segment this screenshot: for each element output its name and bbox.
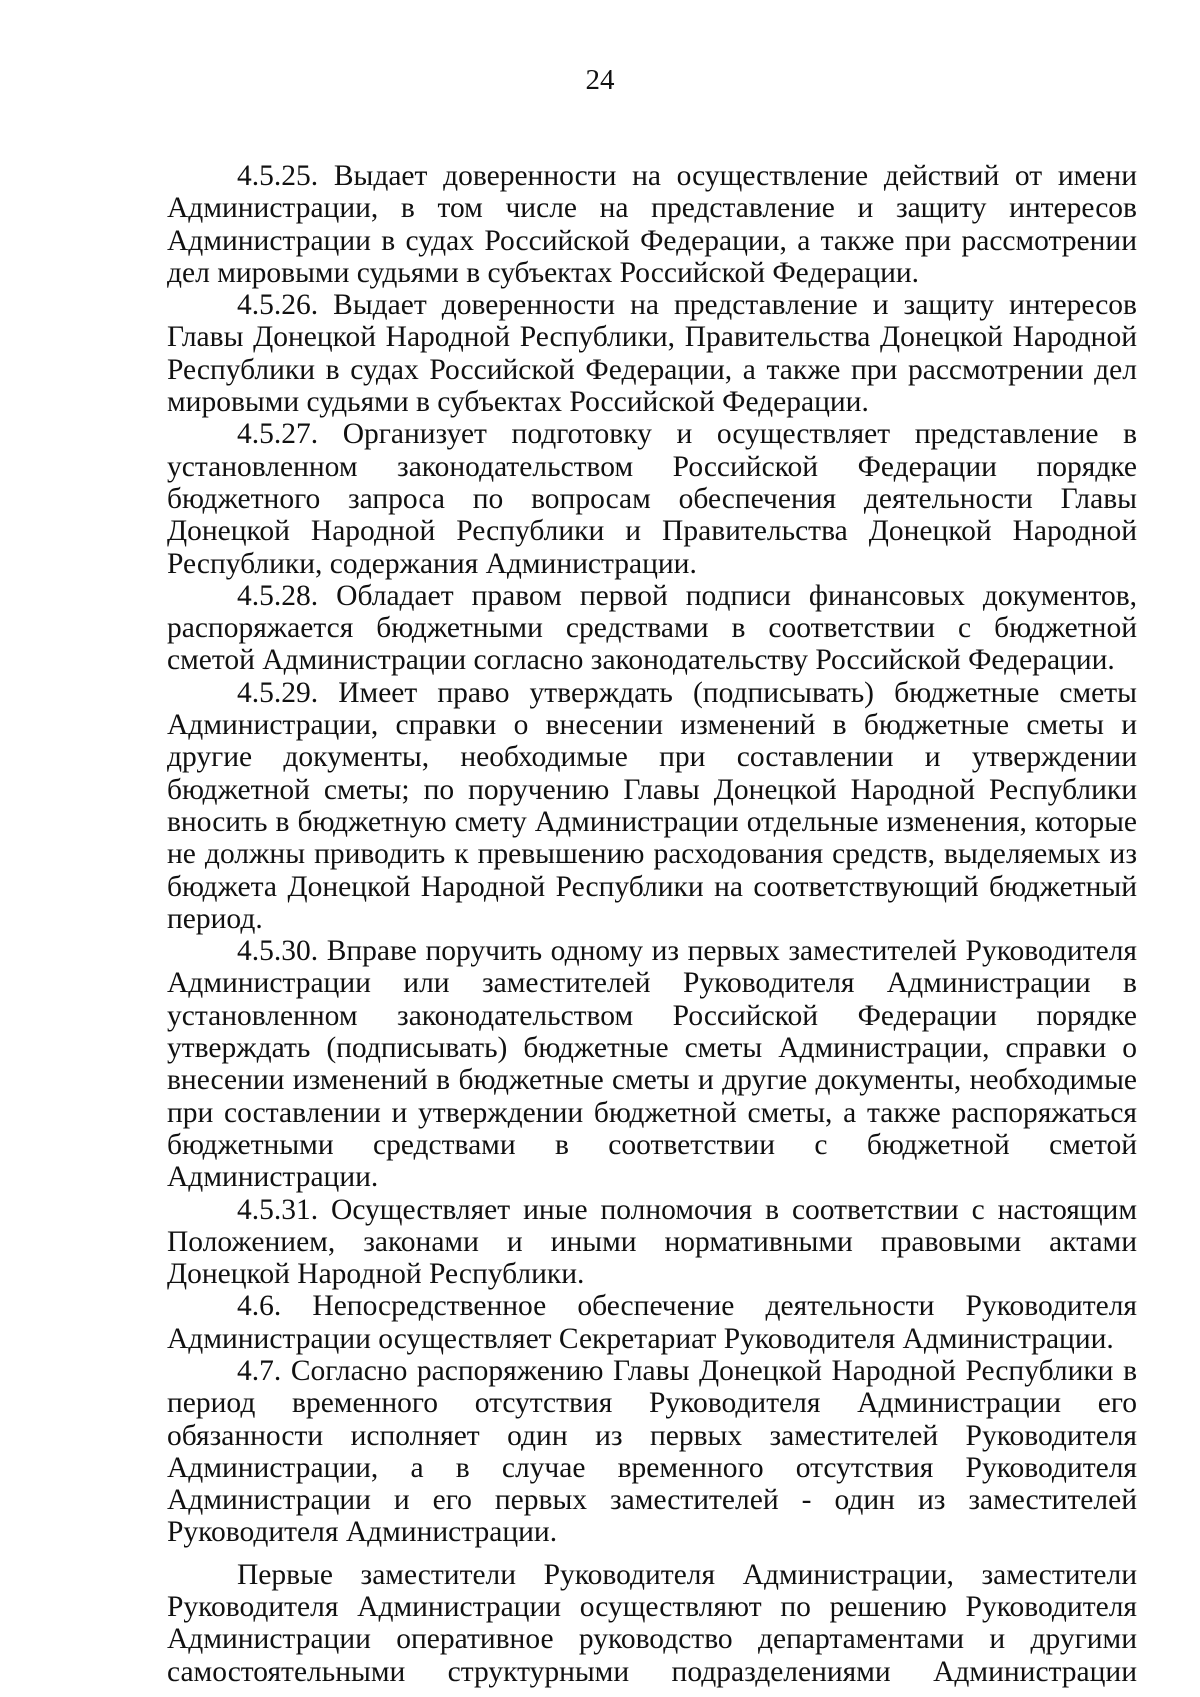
paragraph-4-5-30: 4.5.30. Вправе поручить одному из первых заместителей Руководителя Администрации или заместителей Руководителя Администрации в установленном законодательством Российской Федерации порядке утверждать (подписывать) бюджетные сметы Администрации, справки о внесении изменений в бюджетные сметы и другие документы, необходимые при составлении и утверждении бюджетной сметы, а также распоряжаться бюджетными средствами в соответствии с бюджетной сметой Администрации.	[167, 935, 1137, 1194]
paragraph-4-5-27: 4.5.27. Организует подготовку и осуществляет представление в установленном законодательством Российской Федерации порядке бюджетного запроса по вопросам обеспечения деятельности Главы Донецкой Народной Республики и Правительства Донецкой Народной Республики, содержания Администрации.	[167, 418, 1137, 580]
paragraph-4-5-25: 4.5.25. Выдает доверенности на осуществление действий от имени Администрации, в том числе на представление и защиту интересов Администрации в судах Российской Федерации, а также при рассмотрении дел мировыми судьями в субъектах Российской Федерации.	[167, 160, 1137, 289]
paragraph-4-5-29: 4.5.29. Имеет право утверждать (подписывать) бюджетные сметы Администрации, справки о внесении изменений в бюджетные сметы и другие документы, необходимые при составлении и утверждении бюджетной сметы; по поручению Главы Донецкой Народной Республики вносить в бюджетную смету Администрации отдельные изменения, которые не должны приводить к превышению расходования средств, выделяемых из бюджета Донецкой Народной Республики на соответствующий бюджетный период.	[167, 676, 1137, 935]
paragraph-4-5-31: 4.5.31. Осуществляет иные полномочия в соответствии с настоящим Положением, законами и иными нормативными правовыми актами Донецкой Народной Республики.	[167, 1193, 1137, 1291]
page-number: 24	[585, 64, 615, 96]
paragraph-first-deputies: Первые заместители Руководителя Администрации, заместители Руководителя Администрации осуществляют по решению Руководителя Администрации оперативное руководство департаментами и другими самостоятельными структурными подразделениями Администрации	[167, 1558, 1137, 1688]
paragraph-4-5-26: 4.5.26. Выдает доверенности на представление и защиту интересов Главы Донецкой Народной Республики, Правительства Донецкой Народной Республики в судах Российской Федерации, а также при рассмотрении дел мировыми судьями в субъектах Российской Федерации.	[167, 289, 1137, 419]
paragraph-4-6: 4.6. Непосредственное обеспечение деятельности Руководителя Администрации осуществляет Секретариат Руководителя Администрации.	[167, 1290, 1137, 1355]
paragraph-4-7: 4.7. Согласно распоряжению Главы Донецкой Народной Республики в период временного отсутствия Руководителя Администрации его обязанности исполняет один из первых заместителей Руководителя Администрации, а в случае временного отсутствия Руководителя Администрации и его первых заместителей - один из заместителей Руководителя Администрации.	[167, 1354, 1137, 1549]
document-body	[167, 160, 1137, 1688]
paragraph-4-5-28: 4.5.28. Обладает правом первой подписи финансовых документов, распоряжается бюджетными средствами в соответствии с бюджетной сметой Администрации согласно законодательству Российской Федерации.	[167, 579, 1137, 677]
